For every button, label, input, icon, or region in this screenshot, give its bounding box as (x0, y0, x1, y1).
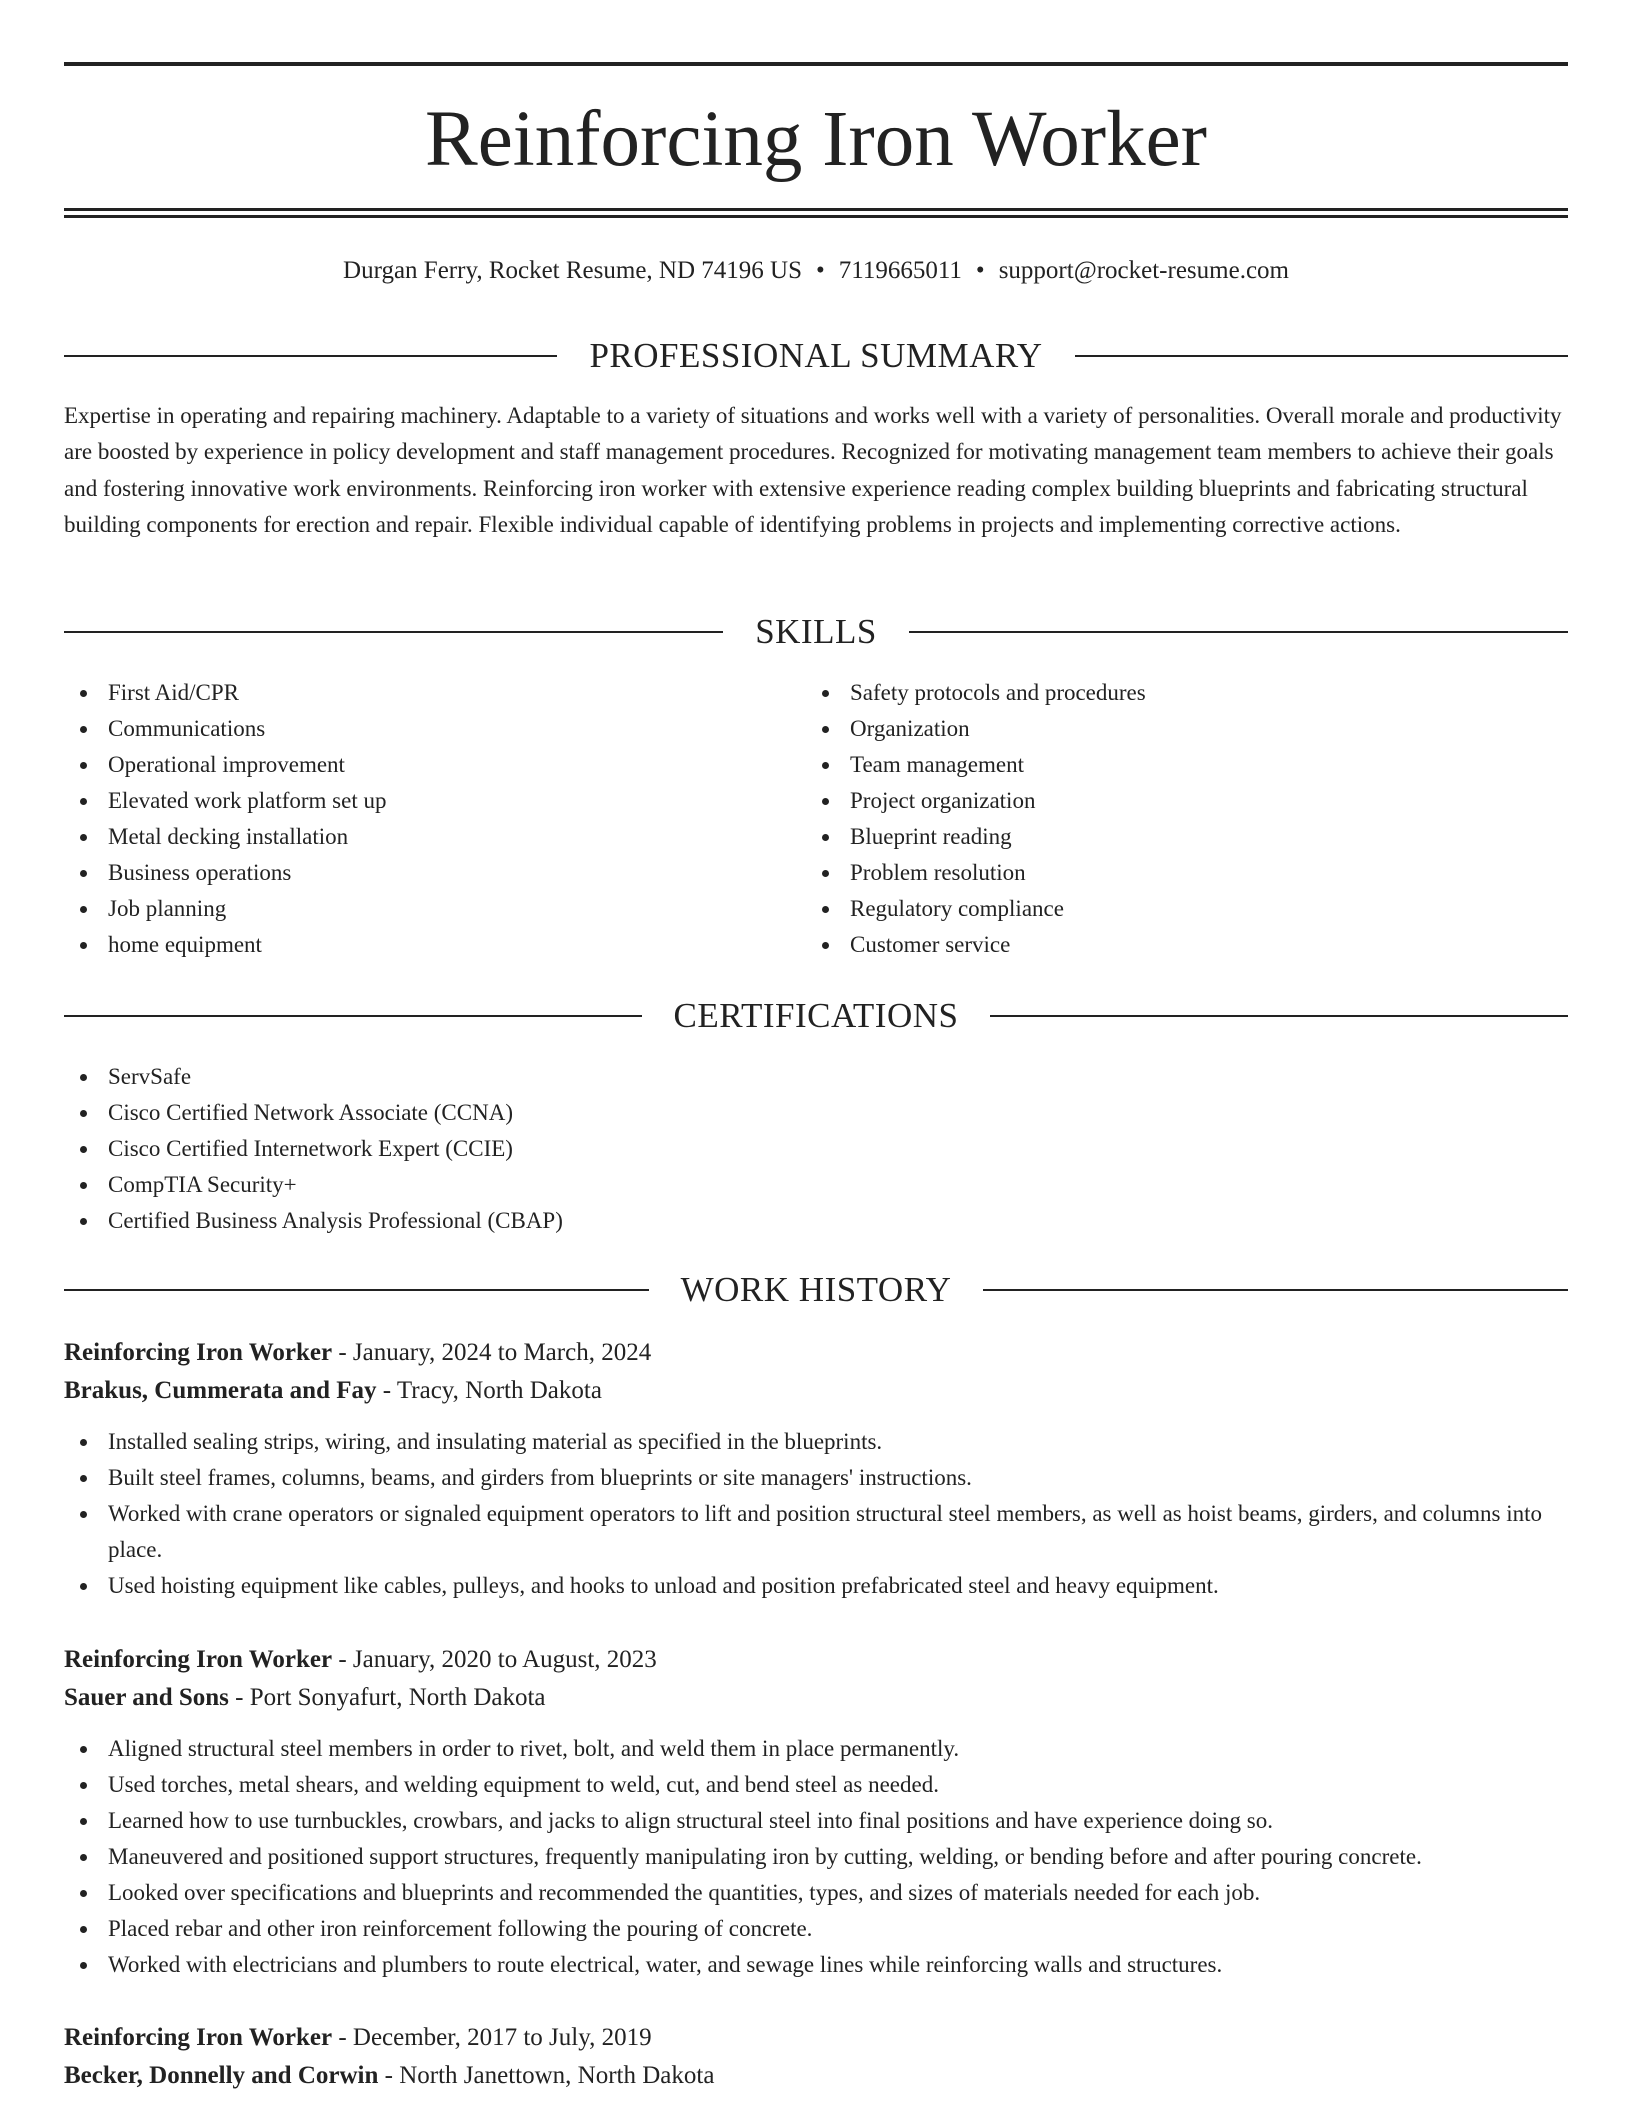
skill-item: Business operations (64, 855, 764, 891)
section-rule-left (64, 631, 723, 633)
section-rule-left (64, 355, 557, 357)
section-rule-right (1075, 355, 1568, 357)
job-title-row (64, 1334, 1568, 1372)
contact-address: Durgan Ferry, Rocket Resume, ND 74196 US (343, 257, 802, 284)
job-entry (64, 1641, 1568, 1983)
certification-item: Certified Business Analysis Professional (CBAP) (64, 1203, 1568, 1239)
job-title: Reinforcing Iron Worker (64, 1339, 333, 1366)
skill-item: First Aid/CPR (64, 675, 764, 711)
skill-item: Regulatory compliance (806, 891, 1506, 927)
job-duty-item: Worked with electricians and plumbers to route electrical, water, and sewage lines while reinforcing walls and structures. (64, 1947, 1568, 1983)
section-title-skills: SKILLS (755, 612, 877, 651)
skill-item: Organization (806, 711, 1506, 747)
section-title-summary: PROFESSIONAL SUMMARY (589, 336, 1043, 375)
job-company: Becker, Donnelly and Corwin (64, 2062, 379, 2089)
certification-item: Cisco Certified Internetwork Expert (CCIE) (64, 1131, 1568, 1167)
job-dates: - January, 2024 to March, 2024 (332, 1339, 652, 1366)
skill-item: Blueprint reading (806, 819, 1506, 855)
name-rule-lower (64, 215, 1568, 218)
skill-item: Job planning (64, 891, 764, 927)
job-duty-item: Looked over specifications and blueprints and recommended the quantities, types, and sizes of materials needed for each job. (64, 1875, 1568, 1911)
job-duty-item: Aligned structural steel members in order to rivet, bolt, and weld them in place permanently. (64, 1731, 1568, 1767)
contact-separator: • (816, 257, 825, 284)
skill-item: Team management (806, 747, 1506, 783)
certifications-list (64, 1059, 1568, 1239)
skill-item: Safety protocols and procedures (806, 675, 1506, 711)
job-entry (64, 1334, 1568, 1604)
skill-item: Elevated work platform set up (64, 783, 764, 819)
skill-item: Customer service (806, 927, 1506, 963)
job-company-row (64, 1679, 1568, 1717)
job-duty-item: Worked with crane operators or signaled equipment operators to lift and position structural steel members, as well as hoist beams, girders, and columns into place. (64, 1496, 1568, 1568)
job-title-row (64, 2019, 1568, 2057)
skill-item: Problem resolution (806, 855, 1506, 891)
certification-item: Cisco Certified Network Associate (CCNA) (64, 1095, 1568, 1131)
job-duty-item: Installed sealing strips, wiring, and insulating material as specified in the blueprints. (64, 1424, 1568, 1460)
skill-item: Communications (64, 711, 764, 747)
job-duty-item: Maneuvered and positioned support structures, frequently manipulating iron by cutting, welding, or bending before and after pouring concrete. (64, 1839, 1568, 1875)
job-company-row (64, 2057, 1568, 2095)
job-company: Brakus, Cummerata and Fay (64, 1377, 377, 1404)
job-location: - Port Sonyafurt, North Dakota (228, 1684, 546, 1711)
job-location: - North Janettown, North Dakota (378, 2062, 715, 2089)
section-rule-left (64, 1015, 642, 1017)
section-rule-right (990, 1015, 1568, 1017)
certification-item: CompTIA Security+ (64, 1167, 1568, 1203)
job-duty-item: Learned how to use turnbuckles, crowbars, and jacks to align structural steel into final positions and have experience doing so. (64, 1803, 1568, 1839)
skill-item: Operational improvement (64, 747, 764, 783)
candidate-name: Reinforcing Iron Worker (425, 96, 1207, 183)
name-rule-upper (64, 208, 1568, 211)
contact-phone: 7119665011 (838, 257, 962, 284)
skills-column-left (64, 675, 764, 963)
skill-item: Project organization (806, 783, 1506, 819)
skills-list-left (64, 675, 764, 963)
job-company-row (64, 1372, 1568, 1410)
top-rule (64, 62, 1568, 66)
skill-item: home equipment (64, 927, 764, 963)
contact-email: support@rocket-resume.com (998, 257, 1289, 284)
job-title-row (64, 1641, 1568, 1679)
certification-item: ServSafe (64, 1059, 1568, 1095)
job-company: Sauer and Sons (64, 1684, 229, 1711)
section-header-skills (64, 610, 1568, 654)
job-duty-item: Used hoisting equipment like cables, pulleys, and hooks to unload and position prefabricated steel and heavy equipment. (64, 1568, 1568, 1604)
certifications (64, 1059, 1568, 1239)
section-title-certifications: CERTIFICATIONS (673, 996, 959, 1035)
contact-line (64, 254, 1568, 288)
skill-item: Metal decking installation (64, 819, 764, 855)
job-location: - Tracy, North Dakota (376, 1377, 602, 1404)
job-duty-item: Built steel frames, columns, beams, and girders from blueprints or site managers' instructions. (64, 1460, 1568, 1496)
job-duties (64, 1731, 1568, 1983)
section-title-work-history: WORK HISTORY (680, 1270, 952, 1309)
job-dates: - January, 2020 to August, 2023 (332, 1646, 657, 1673)
section-rule-right (983, 1289, 1568, 1291)
job-title: Reinforcing Iron Worker (64, 1646, 333, 1673)
job-dates: - December, 2017 to July, 2019 (332, 2024, 652, 2051)
skills-list-right (806, 675, 1506, 963)
job-entry (64, 2019, 1568, 2095)
section-header-certifications (64, 994, 1568, 1038)
job-duty-item: Used torches, metal shears, and welding equipment to weld, cut, and bend steel as needed. (64, 1767, 1568, 1803)
job-duties (64, 1424, 1568, 1604)
contact-separator: • (975, 257, 985, 284)
section-header-summary (64, 334, 1568, 378)
summary-text: Expertise in operating and repairing machinery. Adaptable to a variety of situations and works well with a variety of personalities. Overall morale and productivity are boosted by experience in policy development and staff management procedures. Recognized for motivating management team members to achieve their goals and fostering innovative work environments. Reinforcing iron worker with extensive experience reading complex building blueprints and fabricating structural building components for erection and repair. Flexible individual capable of identifying problems in projects and implementing corrective actions. (64, 403, 1562, 538)
section-rule-left (64, 1289, 649, 1291)
section-rule-right (909, 631, 1568, 633)
job-title: Reinforcing Iron Worker (64, 2024, 333, 2051)
section-header-work-history (64, 1268, 1568, 1312)
skills-column-right (806, 675, 1506, 963)
job-duty-item: Placed rebar and other iron reinforcement following the pouring of concrete. (64, 1911, 1568, 1947)
